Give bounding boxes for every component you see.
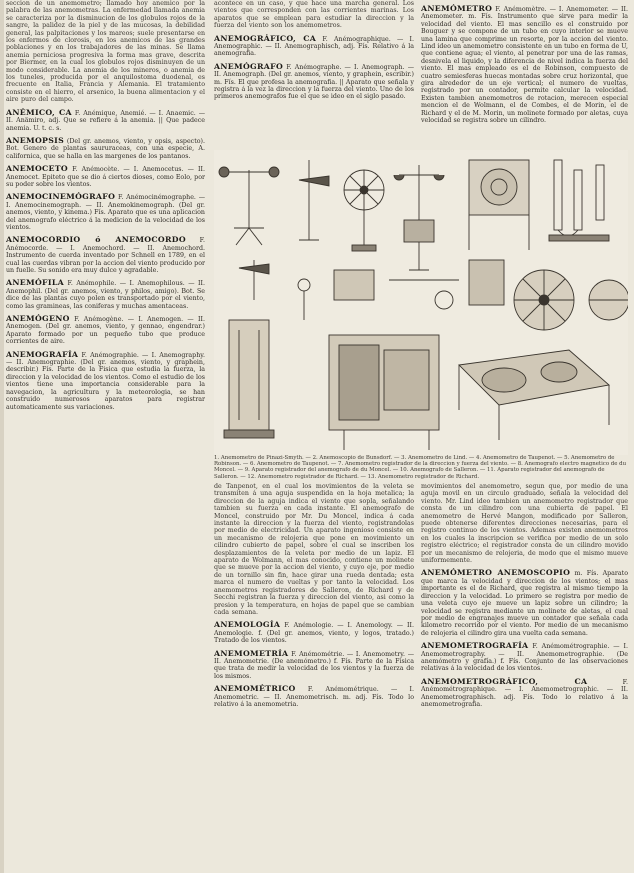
dictionary-entry [421, 642, 628, 673]
column-right-entries [421, 5, 628, 125]
entry-headword: ANEMÓFILA [6, 278, 64, 288]
dictionary-entry [6, 165, 205, 188]
entry-definition: F. Anémométrographie. — I. Anemometrography. — II. Anemometrographie. (De anemómetro y grafía.) f. Fís. Conjunto de las observaciones relativas á la velocidad de los vientos. [421, 643, 628, 673]
entry-headword: ANEMOCETO [6, 164, 68, 174]
column-recorder-figure [224, 320, 274, 438]
column-left-top-text: seccion de un anemometro; llamado hoy anemico por la palabra de las anemometras. La enfermedad llamada anemia se caracteriza por la disminucion de los globulos rojos de la sangre, la palidez de la piel y de las mucosas, la debilidad general, las palpitaciones y los mareos; suele presentarse en los enfermos de clorosis, en los anemicos de las grandes poblaciones y en los trabajadores de las minas. Se llama anemia perniciosa progresiva la forma mas grave, descrita por Biermer, en la cual los globulos rojos disminuyen de un modo considerable. La anemia de los mineros, o anemia de los tuneles, producida por el anquilostoma duodenal, es frecuente en Italia, Francia y Alemania. El tratamiento consiste en el hierro, el arsenico, la buena alimentacion y el aire puro del campo. [6, 0, 205, 104]
entry-definition: F. Anémométrie. — I. Anemometry. — II. Anemometrie. (De anemómetro.) f. Fís. Parte de la Fisica que trata de medir la velocidad de los vientos y la fuerza de los mismos. [214, 650, 414, 680]
column-left-entries [6, 109, 205, 411]
entry-headword: ANEMOMETRÍA [214, 648, 289, 658]
entry-definition: F. Anémomètre. — I. Anemometer. — II. Anemometer. m. Fís. Instrumento que sirve para medir la velocidad del viento. El mas sencillo es el construido por Bouguer y se compone de un tubo en cuyo interior se mueve una lamina que comprime un resorte, por la accion del viento. Lind ideo un anemometro consistente en un tubo en forma de U, que contiene agua; el viento, al penetrar por una de las ramas, desnivela el liquido, y la diferencia de nivel indica la fuerza del viento. El mas empleado es el de Robinson, compuesto de cuatro semiesferas huecas montadas sobre cruz horizontal, que gira alrededor de un eje vertical; el numero de vueltas, registrado por un contador, permite calcular la velocidad. Existen tambien anemometros de rotacion, merecen especial mencion el de Wolmann, el de Combes, el de Morin, el de Richard y el de M. Morin, un molinete formado por aletas, cuya velocidad se registra sobre un cilindro. [421, 6, 628, 125]
dictionary-entry [6, 279, 205, 310]
dictionary-entry [6, 315, 205, 346]
entry-definition: F. Anémocinémographe. — I. Anemocinemograph. — II. Anemokinemograph. (Del gr. anemos, viento, y kinema.) Fís. Aparato que es una aplicacion del anemografo eléctrico á la medicion de la velocidad de los vientos. [6, 194, 205, 231]
entry-headword: ANEMÓGRAFO [214, 61, 284, 71]
entry-headword: ANEMÓMETRO ANEMOSCOPIO [421, 568, 571, 578]
column-right-lower-entries [421, 569, 628, 708]
entry-headword: ANEMÓGENO [6, 314, 70, 324]
entry-headword: ANEMOMETROGRÁFICO, CA [421, 676, 588, 686]
entry-definition: F. Anémologie. — I. Anemology. — II. Anemologie. f. (Del gr. anemos, viento, y logos, tratado.) Tratado de los vientos. [214, 622, 414, 645]
entry-headword: ANEMÓMETRO [421, 4, 493, 13]
dictionary-entry [6, 109, 205, 132]
dictionary-entry [6, 351, 205, 411]
dictionary-entry [6, 137, 205, 160]
entry-definition: F. Anémométrographique. — I. Anemometrographic. — II. Anemometrographisch. adj. Fís. Todo lo relativo á la anemometrografia. [421, 678, 628, 708]
column-right [421, 0, 628, 150]
page-spine-shadow [0, 0, 4, 873]
instruments-engraving [214, 150, 628, 455]
entry-definition: F. Anémocorde. — I. Anemochord. — II. Anemochord. Instrumento de cuerda inventado por Schnell en 1789, en el cual las cuerdas vibran por la accion del viento producido por un fuelle. Su sonido era muy dulce y agradable. [6, 237, 205, 274]
entry-definition: F. Anémocète. — I. Anemocetus. — II. Anemocet. Epiteto que se dio á ciertos dioses, como Eolo, por su poder sobre los vientos. [6, 166, 205, 188]
dictionary-entry [421, 678, 628, 709]
entry-headword: ANEMOMÉTRICO [214, 684, 296, 694]
anemometer-illustration-plate [214, 150, 628, 455]
entry-headword: ANEMOGRAFÍA [6, 349, 79, 359]
dictionary-entry [214, 63, 414, 101]
column-right-lower-text: movimientos del anemometro, segun que, por medio de una aguja movil en un circulo graduado, señala la velocidad del viento. Mr. Lind ideo tambien un anemometro registrador que consta de un cilindro con una cubierta de papel. El anemometro de Hervé Mangon, modificado por Salleron, puede obtenerse diferentes direcciones necesarias, para el registro continuo de los vientos. Ademas existen anemometros en los cuales la inscripcion se verifica por medio de un solo registro eléctrico; el registrador consta de un cilindro movido por un mecanismo de relojeria, de modo que el mismo mueve uniformemente. [421, 483, 628, 565]
entry-definition: F. Anémographe. — I. Anemograph. — II. Anemograph. (Del gr. anemos, viento, y graphein, escribir.) m. Fís. El que profesa la anemografia. || Aparato que señala y registra á la vez la direccion y la fuerza del viento. Uno de los primeros anemografos fue el que se ideo en el siglo pasado. [214, 63, 414, 101]
entry-definition: (Del gr. anemos, viento, y opsis, aspecto). Bot. Genero de plantas saururaceas, con una especie, A. californica, que se halla en las margenes de los pantanos. [6, 137, 205, 160]
plate-caption: 1. Anemometro de Pinazi-Smyth. — 2. Anemoscopio de Bunsdorf. — 3. Anemometro de Lind. — 4. Anemometro de Taupenot. — 5. Anemometro de Robinson. — 6. Anemometro de Taupenot. — 7. Anemometro registrador de la direccion y fuerza del viento. — 8. Anemografo electro magnetico de du Moncel. — 9. Aparato registrador del anemografo de du Moncel. — 10. Anemografo de Salleron. — 11. Aparato registrador del anemografo de Salleron. — 12. Anemometro registrador de Richard. — 13. Anemometro registrador de Richard. [214, 455, 627, 480]
column-middle-top-text: acontece en un caso, y que hace una marcha general. Los vientos que corresponden con las corrientes marinas. Los aparatos que se emplean para estudiar la direccion y la fuerza del viento son los anemometros. [214, 0, 414, 30]
entry-definition: F. Anémophile. — I. Anemophilous. — II. Anemophil. (Del gr. anemos, viento, y philos, amigo). Bot. Se dice de las plantas cuyo polen es transportado por el viento, como las gramineas, las coniferas y muchas amentaceas. [6, 280, 205, 310]
entry-headword: ANEMOGRÁFICO, CA [214, 33, 317, 43]
dictionary-entry [421, 569, 628, 637]
dictionary-entry [6, 193, 205, 231]
entry-headword: ANEMOCINEMÓGRAFO [6, 192, 116, 202]
entry-headword: ANEMOMETROGRAFÍA [421, 641, 529, 651]
dictionary-entry [214, 650, 414, 681]
dictionary-entry [214, 685, 414, 708]
entry-definition: F. Anémométrique. — I. Anemometric. — II. Anemometrisch. m. adj. Fís. Todo lo relativo á la anemometria. [214, 686, 414, 708]
dictionary-entry [214, 35, 414, 58]
entry-definition: m. Fís. Aparato que marca la velocidad y direccion de los vientos; el mas importante es el de Richard, que registra al mismo tiempo la direccion y la velocidad. Lo primero se registra por medio de una veleta cuyo eje mueve un lapiz sobre un cilindro; la velocidad se registra mediante un molinete de aletas, el cual por medio de engranajes mueve un contador que señala cada kilometro recorrido por el viento. Por medio de un mecanismo de relojeria el cilindro gira una vuelta cada semana. [421, 570, 628, 637]
entry-definition: F. Anémographique. — I. Anemographic. — II. Anemographisch, adj. Fís. Relativo á la anemografia. [214, 35, 414, 58]
column-middle-lower [214, 483, 414, 873]
entry-definition: F. Anémique, Anemié. — I. Anaemic. — II. Anämiro, adj. Que se refiere á la anemia. || Que padece anemia. U. t. c. s. [6, 109, 205, 132]
entry-headword: ANEMOPSIS [6, 135, 65, 145]
dictionary-entry [421, 5, 628, 125]
column-middle-entries [214, 35, 414, 101]
column-left [6, 0, 205, 873]
column-middle [214, 0, 414, 150]
entry-headword: ANÉMICO, CA [6, 107, 72, 117]
entry-definition: F. Anémogène. — I. Anemogen. — II. Anemogen. (Del gr. anemos, viento, y gennao, engendrar.) Aparato formado por un pequeño tubo que produce corrientes de aire. [6, 316, 205, 346]
dictionary-entry [214, 621, 414, 644]
column-middle-lower-text: de Tanpenot, en el cual los movimientos de la veleta se transmiten á una aguja suspendida en la hoja metalica; la direccion de la aguja indica el viento que sopla, señalando tambien su fuerza en cada instante. El anemografo de Moncel, construido por Mr. Du Moncel, indica á cada instante la direccion y la fuerza del viento, registrandolas por medio de electricidad. Un aparato ingenioso consiste en un mecanismo de relojeria que pone en movimiento un cilindro cubierto de papel, sobre el cual se inscriben los desplazamientos de la veleta por medio de un lapiz. El aparato de Wolmann, el mas conocido, contiene un molinete que se mueve por la accion del viento, y cuyo eje, por medio de un tornillo sin fin, hace girar una rueda dentada; esta marca el numero de vueltas y por tanto la velocidad. Los anemometros registradores de Salleron, de Richard y de Secchi registran la fuerza y direccion del viento, asi como la presion y la temperatura, en hojas de papel que se cambian cada semana. [214, 483, 414, 616]
entry-headword: ANEMOLOGÍA [214, 620, 281, 630]
entry-definition: F. Anémographie. — I. Anemography. — II. Anemographie. (Del gr. anemos, viento, y graphein, describir.) Fís. Parte de la Fisica que estudia la fuerza, la direccion y la velocidad de los vientos. Como el estudio de los vientos tiene una importancia considerable para la navegacion, la agricultura y la meteorologia, se han construido numerosos aparatos para registrar automaticamente sus variaciones. [6, 351, 205, 411]
column-right-lower [421, 483, 628, 873]
dictionary-entry [6, 236, 205, 274]
entry-headword: ANEMOCORDIO ó ANEMOCORDO [6, 235, 186, 245]
column-middle-lower-entries [214, 621, 414, 708]
